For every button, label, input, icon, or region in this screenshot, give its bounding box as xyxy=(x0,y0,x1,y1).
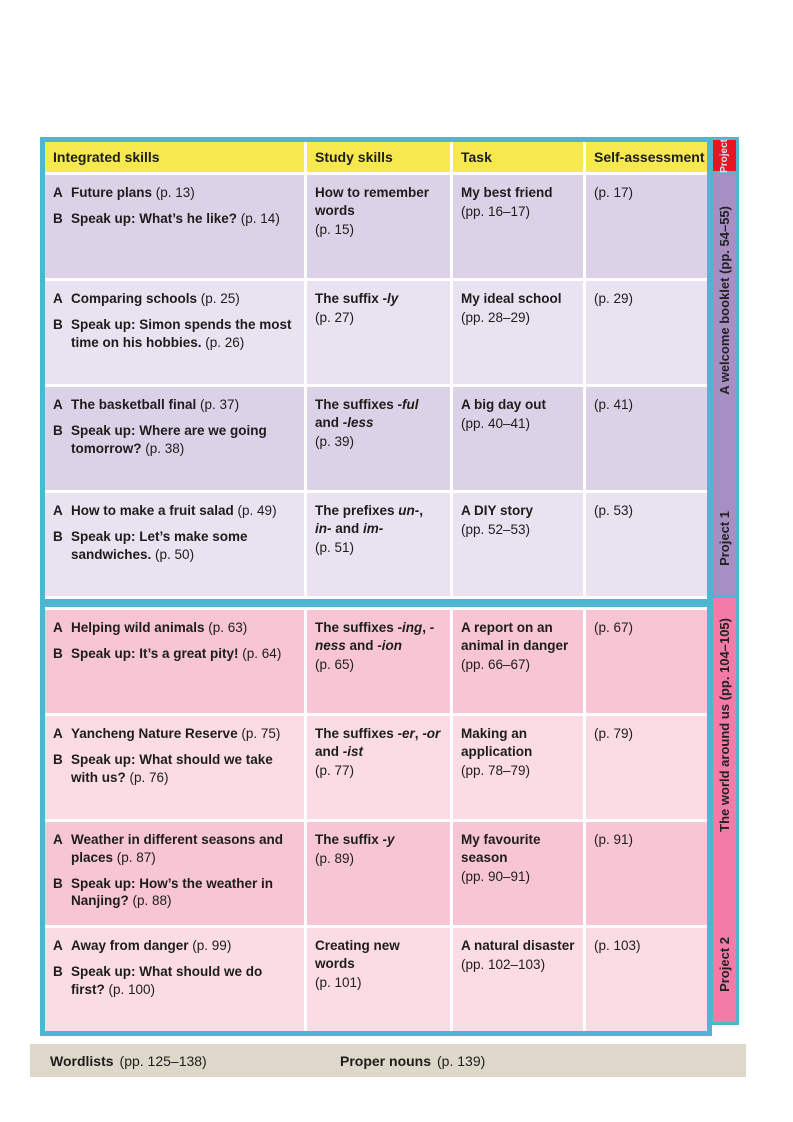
page-ref: (p. 87) xyxy=(113,849,156,865)
lesson-letter: B xyxy=(53,645,63,661)
page-footer xyxy=(30,1044,746,1077)
page-ref: (pp. 52–53) xyxy=(461,521,531,537)
lesson-entry xyxy=(53,751,296,787)
self-assessment-cell xyxy=(586,928,707,1031)
header-label: Integrated skills xyxy=(53,149,160,165)
header-task xyxy=(453,142,583,172)
lesson-letter: B xyxy=(53,210,63,226)
integrated-skills-cell xyxy=(45,387,304,490)
task-title: My best friend xyxy=(461,185,553,200)
page-ref: (p. 103) xyxy=(594,938,641,953)
page-ref: (p. 26) xyxy=(201,334,245,350)
task-title: Making an application xyxy=(461,726,533,759)
lesson-entry xyxy=(53,502,296,520)
page-ref: (pp. 66–67) xyxy=(461,656,531,672)
self-assessment-cell xyxy=(586,822,707,925)
lesson-title: Future plans (p. 13) xyxy=(71,185,195,200)
contents-table xyxy=(40,137,712,1036)
footer-proper-nouns xyxy=(340,1053,485,1069)
page-ref: (pp. 102–103) xyxy=(461,956,546,972)
lesson-entry xyxy=(53,528,296,564)
lesson-letter: A xyxy=(53,620,63,635)
page-ref: (p. 89) xyxy=(315,850,355,866)
lesson-entry xyxy=(53,422,296,458)
lesson-entry xyxy=(53,725,296,743)
lesson-title: Speak up: Simon spends the most time on his hobbies. (p. 26) xyxy=(71,316,292,350)
lesson-letter: A xyxy=(53,397,63,412)
unit-sidebar xyxy=(710,137,739,1025)
band-title: The world around us (pp. 104–105) xyxy=(717,618,732,833)
band-project-label: Project 1 xyxy=(717,510,732,566)
header-label: Self-assessment xyxy=(594,149,705,165)
band-project-wrap xyxy=(713,481,736,595)
study-skills-cell xyxy=(307,822,450,925)
lesson-title: Comparing schools (p. 25) xyxy=(71,291,240,306)
lesson-entry xyxy=(53,963,296,999)
sidebar-band-welcome-booklet xyxy=(713,174,736,595)
task-title: A report on an animal in danger xyxy=(461,620,569,653)
task-title: A natural disaster xyxy=(461,938,575,953)
study-title: The suffixes -er, -or and -ist xyxy=(315,726,441,759)
band-project-wrap xyxy=(713,908,736,1022)
table-row xyxy=(45,928,707,1031)
integrated-skills-cell xyxy=(45,822,304,925)
lesson-letter: B xyxy=(53,963,63,979)
self-assessment-cell xyxy=(586,493,707,596)
page-ref: (pp. 78–79) xyxy=(461,762,531,778)
lesson-letter: A xyxy=(53,291,63,306)
lesson-title: Speak up: Let’s make some sandwiches. (p. 50) xyxy=(71,528,248,562)
lesson-title: Speak up: What should we do first? (p. 100) xyxy=(71,963,263,997)
task-title: My favourite season xyxy=(461,832,541,865)
page-ref: (p. 13) xyxy=(152,185,195,200)
lesson-letter: B xyxy=(53,422,63,438)
page-ref: (p. 53) xyxy=(594,503,634,518)
band-project-label: Project 2 xyxy=(717,937,732,993)
contents-table-body xyxy=(45,142,707,1031)
lesson-entry xyxy=(53,290,296,308)
task-cell xyxy=(453,822,583,925)
lesson-entry xyxy=(53,645,296,663)
page-ref: (p. 49) xyxy=(233,503,277,518)
lesson-letter: B xyxy=(53,528,63,544)
header-label: Task xyxy=(461,149,492,165)
header-integrated-skills xyxy=(45,142,304,172)
lesson-title: Speak up: How’s the weather in Nanjing? (p. 88) xyxy=(71,875,274,909)
lesson-title: How to make a fruit salad (p. 49) xyxy=(71,503,277,518)
self-assessment-cell xyxy=(586,175,707,278)
lesson-entry xyxy=(53,396,296,414)
lesson-entry xyxy=(53,184,296,202)
study-title: The suffix -y xyxy=(315,832,395,847)
page-ref: (p. 65) xyxy=(315,656,355,672)
integrated-skills-cell xyxy=(45,928,304,1031)
project-tab xyxy=(713,140,736,171)
lesson-letter: A xyxy=(53,832,63,847)
band-title: A welcome booklet (pp. 54–55) xyxy=(717,205,732,395)
self-assessment-cell xyxy=(586,610,707,713)
page-ref: (p. 37) xyxy=(196,397,240,412)
page-ref: (p. 75) xyxy=(237,726,281,741)
page-ref: (p. 99) xyxy=(188,938,232,953)
study-skills-cell xyxy=(307,493,450,596)
lesson-entry xyxy=(53,619,296,637)
table-row xyxy=(45,281,707,384)
page-ref: (p. 139) xyxy=(437,1052,486,1069)
header-label: Study skills xyxy=(315,149,393,165)
lesson-letter: A xyxy=(53,185,63,200)
page-ref: (p. 76) xyxy=(125,769,169,785)
lesson-entry xyxy=(53,316,296,352)
page-ref: (p. 63) xyxy=(204,620,248,635)
lesson-title: Speak up: What’s he like? (p. 14) xyxy=(71,210,280,226)
page-ref: (pp. 125–138) xyxy=(119,1052,207,1069)
page-ref: (pp. 90–91) xyxy=(461,868,531,884)
footer-label: Proper nouns xyxy=(340,1052,432,1069)
lesson-title: Helping wild animals (p. 63) xyxy=(71,620,248,635)
page-ref: (p. 50) xyxy=(151,546,195,562)
page-ref: (p. 91) xyxy=(594,832,634,847)
footer-label: Wordlists xyxy=(50,1052,114,1069)
integrated-skills-cell xyxy=(45,716,304,819)
lesson-entry xyxy=(53,875,296,911)
integrated-skills-cell xyxy=(45,610,304,713)
study-skills-cell xyxy=(307,387,450,490)
page-ref: (p. 101) xyxy=(315,974,362,990)
study-skills-cell xyxy=(307,610,450,713)
lesson-title: Yancheng Nature Reserve (p. 75) xyxy=(71,726,281,741)
page-ref: (p. 15) xyxy=(315,221,355,237)
lesson-entry xyxy=(53,831,296,867)
study-title: The suffixes -ing, -ness and -ion xyxy=(315,620,435,653)
task-title: A big day out xyxy=(461,397,546,412)
lesson-letter: A xyxy=(53,726,63,741)
header-study-skills xyxy=(307,142,450,172)
lesson-title: Speak up: What should we take with us? (p. 76) xyxy=(71,751,273,785)
page-ref: (p. 79) xyxy=(594,726,634,741)
study-title: The prefixes un-, in- and im- xyxy=(315,503,424,536)
task-cell xyxy=(453,281,583,384)
lesson-title: Speak up: It’s a great pity! (p. 64) xyxy=(71,645,282,661)
lesson-letter: B xyxy=(53,875,63,891)
study-title: The suffix -ly xyxy=(315,291,399,306)
task-title: A DIY story xyxy=(461,503,534,518)
task-cell xyxy=(453,493,583,596)
integrated-skills-cell xyxy=(45,493,304,596)
lesson-letter: A xyxy=(53,503,63,518)
page-ref: (p. 38) xyxy=(141,440,185,456)
study-title: The suffixes -ful and -less xyxy=(315,397,419,430)
page-ref: (p. 88) xyxy=(128,893,172,909)
header-self-assessment xyxy=(586,142,707,172)
band-title-wrap xyxy=(713,598,736,852)
project-tab-label: Project xyxy=(719,138,730,173)
lesson-letter: B xyxy=(53,316,63,332)
lesson-title: Away from danger (p. 99) xyxy=(71,938,232,953)
lesson-entry xyxy=(53,937,296,955)
page-ref: (p. 51) xyxy=(315,539,355,555)
task-title: My ideal school xyxy=(461,291,562,306)
study-skills-cell xyxy=(307,928,450,1031)
lesson-letter: A xyxy=(53,938,63,953)
table-row xyxy=(45,822,707,925)
task-cell xyxy=(453,610,583,713)
page-ref: (p. 100) xyxy=(104,981,156,997)
lesson-letter: B xyxy=(53,751,63,767)
table-row xyxy=(45,493,707,596)
page-ref: (pp. 40–41) xyxy=(461,415,531,431)
study-skills-cell xyxy=(307,281,450,384)
integrated-skills-cell xyxy=(45,175,304,278)
self-assessment-cell xyxy=(586,716,707,819)
table-header-row xyxy=(45,142,707,172)
footer-wordlists xyxy=(50,1053,207,1069)
integrated-skills-cell xyxy=(45,281,304,384)
task-cell xyxy=(453,716,583,819)
table-row xyxy=(45,610,707,713)
page-ref: (p. 27) xyxy=(315,309,355,325)
study-skills-cell xyxy=(307,175,450,278)
table-row xyxy=(45,716,707,819)
lesson-title: Speak up: Where are we going tomorrow? (p. 38) xyxy=(71,422,267,456)
study-skills-cell xyxy=(307,716,450,819)
page-ref: (p. 14) xyxy=(237,210,280,226)
band-title-wrap xyxy=(713,174,736,427)
page-ref: (p. 17) xyxy=(594,185,634,200)
self-assessment-cell xyxy=(586,387,707,490)
page-ref: (p. 64) xyxy=(238,645,282,661)
self-assessment-cell xyxy=(586,281,707,384)
page-ref: (p. 29) xyxy=(594,291,634,306)
lesson-title: Weather in different seasons and places (p. 87) xyxy=(71,832,284,865)
group-divider xyxy=(40,599,712,607)
page-ref: (p. 25) xyxy=(197,291,240,306)
page-ref: (p. 67) xyxy=(594,620,634,635)
unit-group-world-around-us xyxy=(45,610,707,1031)
table-row xyxy=(45,387,707,490)
page-ref: (p. 77) xyxy=(315,762,355,778)
task-cell xyxy=(453,175,583,278)
unit-group-welcome-booklet xyxy=(45,175,707,596)
page-ref: (p. 41) xyxy=(594,397,634,412)
lesson-title: The basketball final (p. 37) xyxy=(71,397,240,412)
study-title: How to remember words xyxy=(315,185,430,218)
study-title: Creating new words xyxy=(315,938,400,971)
lesson-entry xyxy=(53,210,296,228)
task-cell xyxy=(453,387,583,490)
table-row xyxy=(45,175,707,278)
page-ref: (pp. 16–17) xyxy=(461,203,531,219)
page-ref: (p. 39) xyxy=(315,433,355,449)
task-cell xyxy=(453,928,583,1031)
sidebar-band-world-around-us xyxy=(713,598,736,1022)
page-ref: (pp. 28–29) xyxy=(461,309,531,325)
